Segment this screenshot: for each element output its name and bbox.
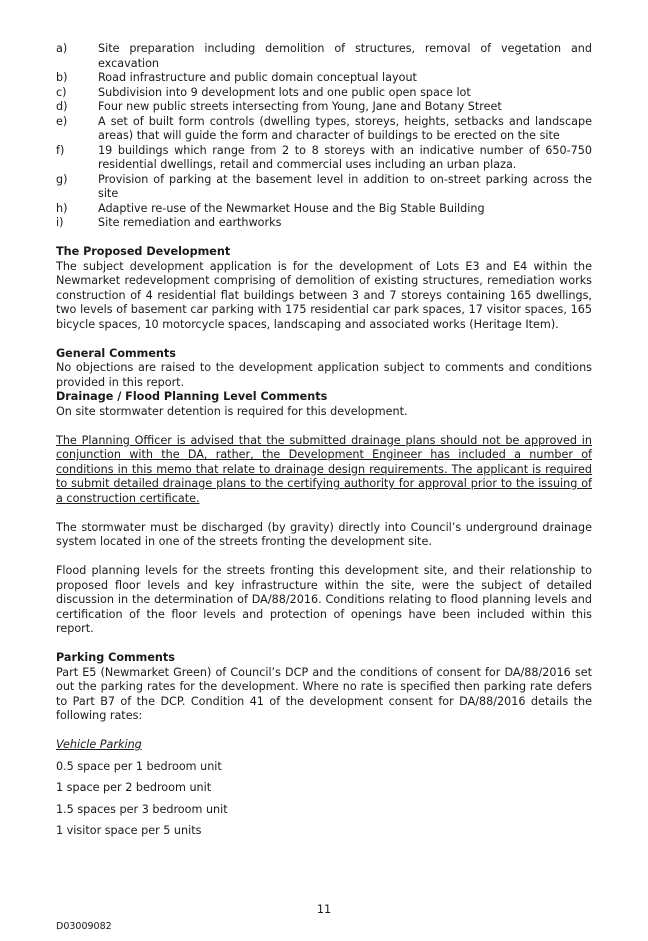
proposed-development-heading: The Proposed Development [56,245,231,258]
list-item-label: b) [56,71,68,84]
list-item-text: Provision of parking at the basement level in addition to on-street parking across the site [98,172,592,200]
parking-comments-heading: Parking Comments [56,651,175,664]
list-item-label: h) [56,201,68,215]
general-comments-text: No objections are raised to the development application subject to comments and conditions provided in this report. [56,361,592,389]
list-item [56,173,592,202]
vehicle-parking-subheading: Vehicle Parking [56,738,142,751]
drainage-discharge-text: The stormwater must be discharged (by gravity) directly into Council’s underground drainage system located in one of the streets fronting the development site. [56,520,592,548]
document-reference: D03009082 [56,921,112,932]
list-item-label: g) [56,172,68,186]
parking-rate: 1 visitor space per 5 units [56,824,202,837]
proposed-development-text: The subject development application is for the development of Lots E3 and E4 within the Newmarket redevelopment comprising of demolition of existing structures, remediation works construction of 4 residential flat buildings between 3 and 7 storeys containing 165 dwellings, two levels of basement car parking with 175 residential car park spaces, 17 visitor spaces, 165 bicycle spaces, 10 motorcycle spaces, landscaping and associated works (Heritage Item). [56,259,592,331]
list-item-label: c) [56,85,67,99]
list-item-label: d) [56,100,68,113]
list-item [56,86,592,101]
list-item-label: e) [56,114,68,128]
drainage-heading: Drainage / Flood Planning Level Comments [56,390,328,403]
general-comments-heading: General Comments [56,346,176,360]
list-item-text: Four new public streets intersecting from Young, Jane and Botany Street [98,100,502,113]
list-item-text: Subdivision into 9 development lots and one public open space lot [98,85,471,99]
parking-rate: 1 space per 2 bedroom unit [56,781,212,794]
list-item [56,71,592,86]
list-item [56,115,592,144]
parking-comments-text: Part E5 (Newmarket Green) of Council’s DCP and the conditions of consent for DA/88/2016 set out the parking rates for the development. Where no rate is specified then parking rate defers to Part B7 of the DCP. Condition 41 of the development consent for DA/88/2016 details the following rates: [56,665,592,722]
list-item [56,216,592,231]
list-item-label: a) [56,42,68,55]
page-number: 11 [316,903,332,916]
list-item-label: i) [56,216,64,229]
flood-planning-text: Flood planning levels for the streets fronting this development site, and their relationship to proposed floor levels and key infrastructure within the site, were the subject of detailed discussion in the determination of DA/88/2016. Conditions relating to flood planning levels and certification of the floor levels and protection of openings have been included within this report. [56,564,592,635]
list-item [56,42,592,71]
list-item-label: f) [56,143,65,157]
parking-rate: 1.5 spaces per 3 bedroom unit [56,802,228,816]
list-item-text: Adaptive re-use of the Newmarket House and the Big Stable Building [98,201,485,215]
list-item [56,202,592,217]
parking-rate: 0.5 space per 1 bedroom unit [56,759,222,773]
list-item [56,100,592,115]
drainage-planning-officer-note: The Planning Officer is advised that the submitted drainage plans should not be approved in conjunction with the DA, rather, the Development Engineer has included a number of conditions in this memo that relate to drainage design requirements. The applicant is required to submit detailed drainage plans to the certifying authority for approval prior to the issuing of a construction certificate. [56,433,592,505]
list-item-text: A set of built form controls (dwelling types, storeys, heights, setbacks and landscape areas) that will guide the form and character of buildings to be erected on the site [98,114,592,142]
scope-list [56,42,592,231]
list-item-text: 19 buildings which range from 2 to 8 storeys with an indicative number of 650-750 residential dwellings, retail and commercial uses including an urban plaza. [98,143,592,171]
list-item [56,144,592,173]
drainage-osd-text: On site stormwater detention is required for this development. [56,404,408,418]
list-item-text: Road infrastructure and public domain conceptual layout [98,71,417,84]
list-item-text: Site preparation including demolition of structures, removal of vegetation and excavation [98,42,592,70]
list-item-text: Site remediation and earthworks [98,216,282,229]
